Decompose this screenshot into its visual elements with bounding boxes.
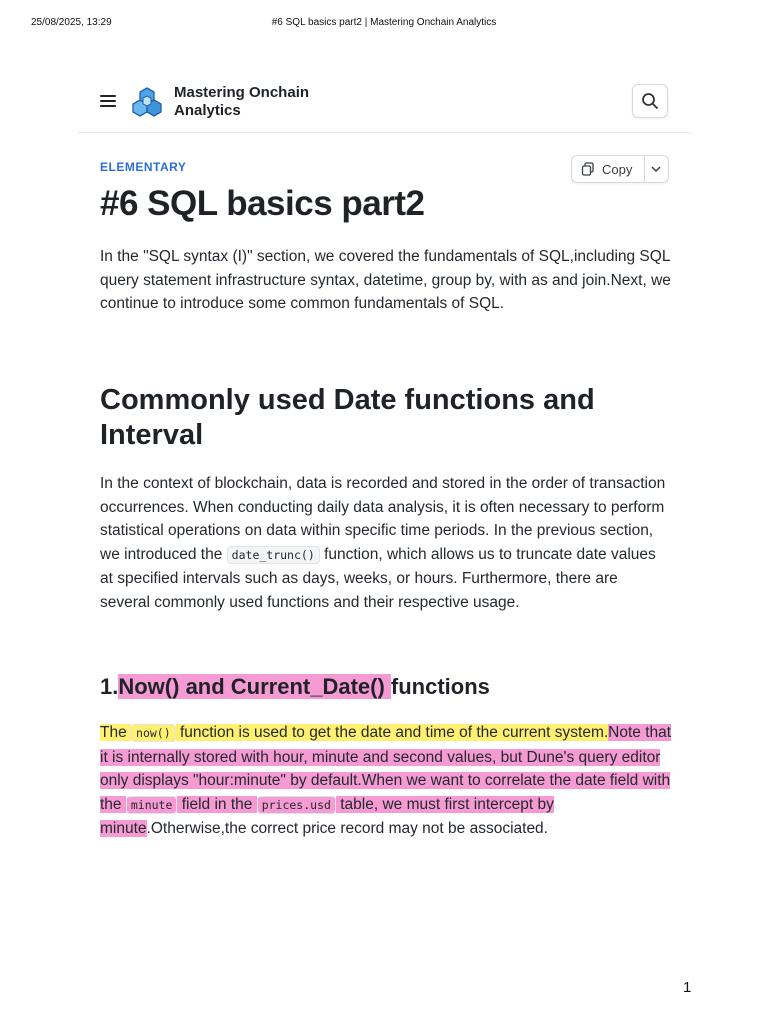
category-label[interactable]: ELEMENTARY — [100, 160, 187, 174]
subsection-heading — [100, 672, 490, 702]
now-para-plain: .Otherwise,the correct price record may not be associated. — [146, 820, 548, 838]
search-button[interactable] — [632, 84, 668, 118]
site-brand-name[interactable] — [174, 84, 334, 120]
subheading-rest: functions — [390, 674, 490, 699]
print-page-title: #6 SQL basics part2 | Mastering Onchain Analytics — [271, 17, 497, 28]
now-para-highlight-3: Note that it is internally stored with hour, minute and second values, but Dune's query editor only displays "hour:minute" by default.When we want to correlate the date field with the — [100, 724, 672, 813]
page-number: 1 — [683, 979, 692, 996]
top-navigation-bar — [78, 78, 692, 133]
print-datetime: 25/08/2025, 13:29 — [31, 17, 112, 28]
now-para-highlight-5: table, we must first intercept by minute — [100, 795, 554, 838]
page-title: #6 SQL basics part2 — [100, 184, 425, 223]
search-icon — [641, 92, 659, 110]
now-para-highlight-4: field in the — [177, 795, 257, 813]
copy-label: Copy — [602, 162, 633, 177]
hexagon-logo-icon[interactable] — [130, 85, 164, 119]
inline-code-prices-usd: prices.usd — [257, 796, 336, 814]
inline-code-date-trunc: date_trunc() — [227, 546, 320, 564]
section-para-text-1: In the context of blockchain, data is recorded and stored in the order of transaction occurrences. When conducting daily data analysis, it is often necessary to perform statistical operations on data within specific time periods. In the previous section, we introduced the — [100, 475, 666, 563]
hamburger-menu-icon[interactable] — [100, 95, 116, 109]
subheading-number: 1. — [100, 674, 119, 699]
section-para-text-2: function, which allows us to truncate date values at specified intervals such as days, weeks, or hours. Furthermore, there are several commonly used functions and their respective usage. — [100, 545, 656, 611]
brand-line-1: Mastering Onchain — [174, 84, 310, 101]
now-para-highlight-2: function is used to get the date and time of the current system. — [175, 724, 609, 741]
intro-paragraph: In the "SQL syntax (I)" section, we covered the fundamentals of SQL,including SQL query statement infrastructure syntax, datetime, group by, with as and join.Next, we continue to introduce some common fundamentals of SQL. — [100, 248, 671, 313]
copy-button[interactable] — [572, 156, 645, 182]
brand-line-2: Analytics — [174, 102, 241, 119]
section-heading: Commonly used Date functions and Interval — [100, 384, 595, 451]
copy-button-group — [571, 155, 669, 183]
chevron-down-icon — [650, 164, 662, 174]
inline-code-now: now() — [131, 724, 176, 742]
inline-code-minute: minute — [126, 796, 178, 814]
copy-options-dropdown[interactable] — [644, 156, 668, 182]
now-para-highlight-1: The — [100, 724, 132, 741]
copy-icon — [581, 162, 595, 176]
print-header — [0, 17, 768, 31]
section-paragraph — [100, 472, 672, 615]
subheading-highlight: Now() and Current_Date() — [118, 674, 391, 699]
now-function-paragraph — [100, 721, 672, 841]
